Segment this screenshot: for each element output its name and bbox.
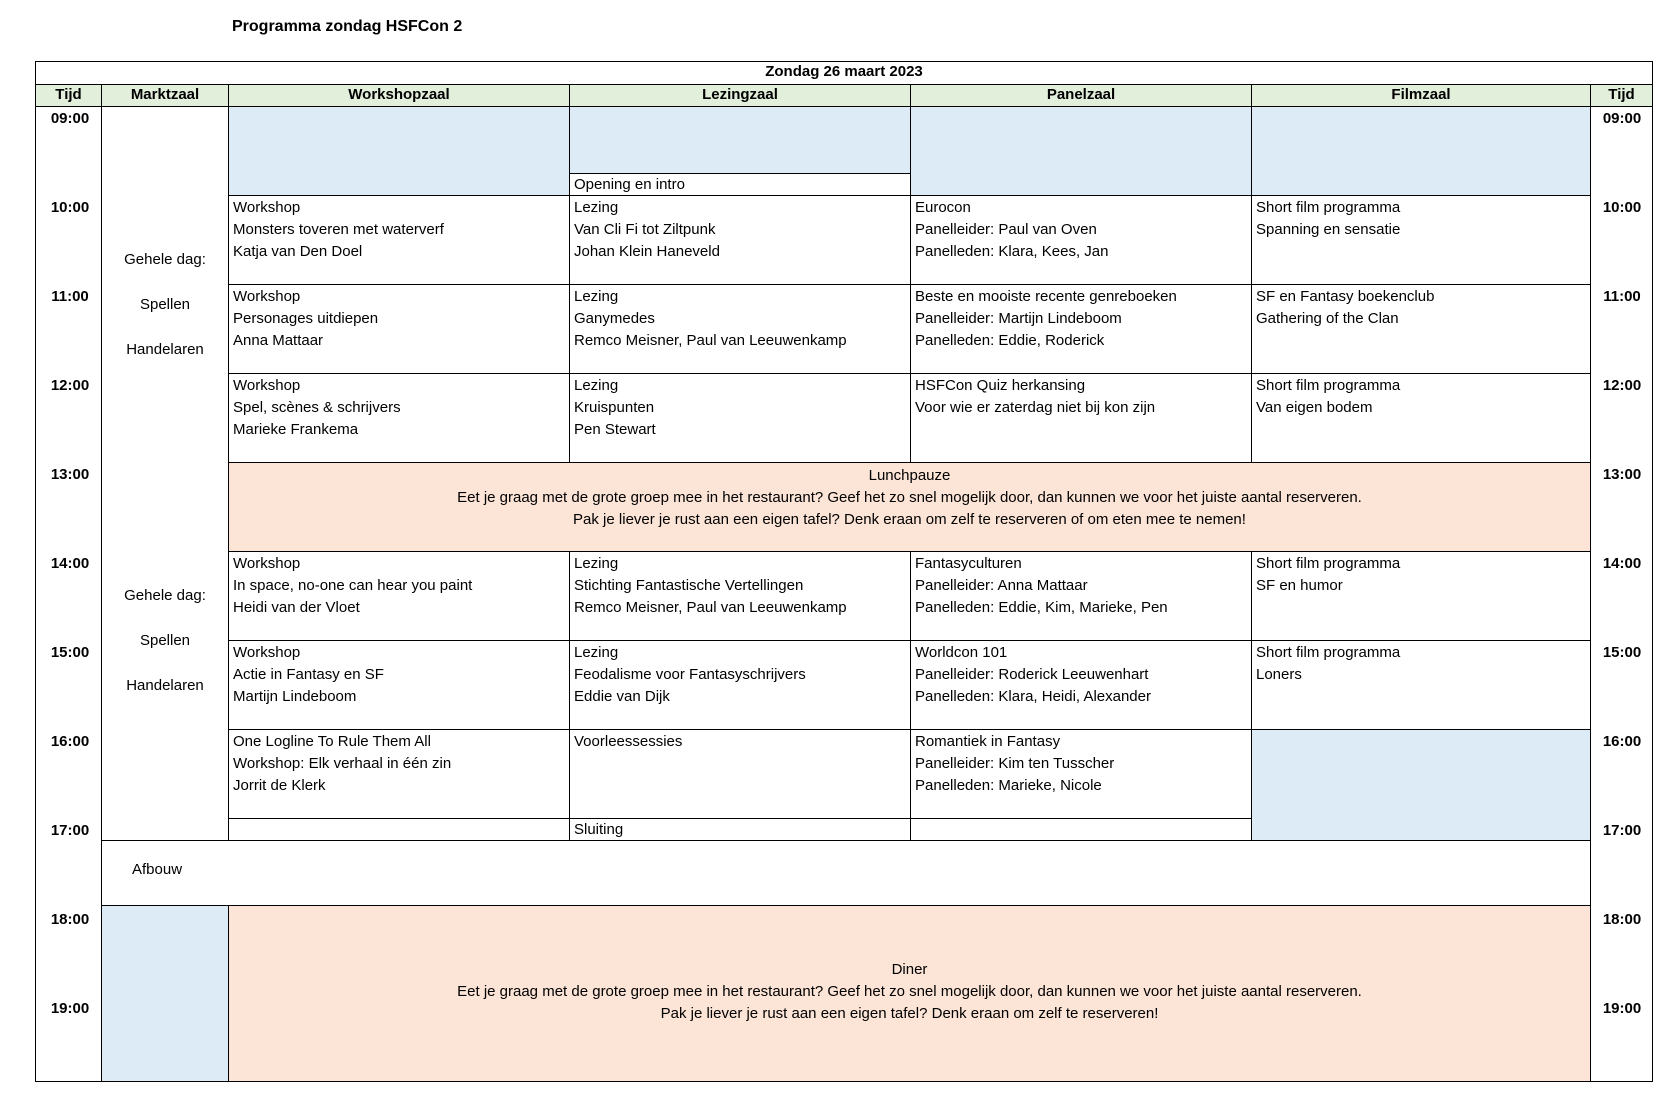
event-line: Eddie van Dijk bbox=[574, 688, 670, 705]
lezing-slot bbox=[569, 640, 911, 730]
marktzaal-text: Handelaren bbox=[126, 677, 204, 694]
afbouw-block bbox=[101, 840, 1591, 906]
event-line: Katja van Den Doel bbox=[233, 243, 363, 260]
event-line: Van Cli Fi tot Ziltpunk bbox=[574, 221, 716, 238]
diner-title: Diner bbox=[891, 961, 928, 978]
event-line: Panelleden: Klara, Heidi, Alexander bbox=[915, 688, 1151, 705]
panel-empty-closing bbox=[910, 818, 1252, 841]
event-line: Panelleden: Eddie, Roderick bbox=[915, 332, 1105, 349]
workshop-slot bbox=[228, 373, 570, 463]
event-line: Remco Meisner, Paul van Leeuwenkamp bbox=[574, 599, 847, 616]
event-line: Jorrit de Klerk bbox=[233, 777, 326, 794]
col-header-panelzaal: Panelzaal bbox=[910, 84, 1252, 107]
lezing-opening-cell bbox=[569, 173, 911, 196]
sluiting-label: Sluiting bbox=[574, 821, 624, 838]
marktzaal-text: Gehele dag: bbox=[124, 587, 206, 604]
event-line: Spel, scènes & schrijvers bbox=[233, 399, 401, 416]
event-line: Workshop: Elk verhaal in één zin bbox=[233, 755, 452, 772]
lezing-slot bbox=[569, 373, 911, 463]
time-label: 14:00 bbox=[50, 555, 90, 572]
event-line: Panelleider: Kim ten Tusscher bbox=[915, 755, 1115, 772]
lezing-slot bbox=[569, 284, 911, 374]
time-label-right: 19:00 bbox=[1602, 1000, 1642, 1017]
event-line: Panelleider: Paul van Oven bbox=[915, 221, 1097, 238]
event-line: Feodalisme voor Fantasyschrijvers bbox=[574, 666, 806, 683]
workshop-empty-morning bbox=[228, 106, 570, 196]
lunch-text: Eet je graag met de grote groep mee in het restaurant? Geef het zo snel mogelijk door, dan kunnen we voor het juiste aantal reserveren. bbox=[457, 489, 1362, 506]
event-line: Workshop bbox=[233, 555, 301, 572]
event-line: Short film programma bbox=[1256, 199, 1401, 216]
film-empty-morning bbox=[1251, 106, 1591, 196]
time-label: 13:00 bbox=[50, 466, 90, 483]
event-line: Johan Klein Haneveld bbox=[574, 243, 720, 260]
lezing-sluiting-cell bbox=[569, 818, 911, 841]
event-line: Panelleider: Roderick Leeuwenhart bbox=[915, 666, 1149, 683]
opening-label: Opening en intro bbox=[574, 176, 685, 193]
marktzaal-text: Gehele dag: bbox=[124, 251, 206, 268]
time-label: 15:00 bbox=[50, 644, 90, 661]
event-line: Panelleider: Anna Mattaar bbox=[915, 577, 1088, 594]
event-line: Remco Meisner, Paul van Leeuwenkamp bbox=[574, 332, 847, 349]
panel-slot bbox=[910, 729, 1252, 819]
lezing-slot bbox=[569, 729, 911, 819]
diner-text: Pak je liever je rust aan een eigen tafel? Denk eraan om zelf te reserveren! bbox=[660, 1005, 1159, 1022]
time-label: 19:00 bbox=[50, 1000, 90, 1017]
panel-slot bbox=[910, 284, 1252, 374]
event-line: SF en humor bbox=[1256, 577, 1343, 594]
time-label-right: 13:00 bbox=[1602, 466, 1642, 483]
time-label: 16:00 bbox=[50, 733, 90, 750]
time-label-right: 18:00 bbox=[1602, 911, 1642, 928]
event-line: Lezing bbox=[574, 199, 619, 216]
panel-empty-morning bbox=[910, 106, 1252, 196]
event-line: Voorleessessies bbox=[574, 733, 683, 750]
time-label-right: 15:00 bbox=[1602, 644, 1642, 661]
event-line: Beste en mooiste recente genreboeken bbox=[915, 288, 1177, 305]
col-header-workshopzaal: Workshopzaal bbox=[228, 84, 570, 107]
event-line: Pen Stewart bbox=[574, 421, 656, 438]
afbouw-label: Afbouw bbox=[132, 861, 183, 878]
event-line: One Logline To Rule Them All bbox=[233, 733, 431, 750]
event-line: Gathering of the Clan bbox=[1256, 310, 1399, 327]
time-label-right: 14:00 bbox=[1602, 555, 1642, 572]
lezing-slot bbox=[569, 551, 911, 641]
workshop-slot bbox=[228, 195, 570, 285]
col-header-filmzaal: Filmzaal bbox=[1251, 84, 1591, 107]
marktzaal-empty-evening bbox=[101, 905, 229, 1082]
panel-slot bbox=[910, 640, 1252, 730]
film-slot bbox=[1251, 640, 1591, 730]
event-line: SF en Fantasy boekenclub bbox=[1256, 288, 1435, 305]
time-column-left bbox=[35, 106, 102, 1082]
workshop-empty-closing bbox=[228, 818, 570, 841]
event-line: Lezing bbox=[574, 644, 619, 661]
diner-block bbox=[228, 905, 1591, 1082]
event-line: Anna Mattaar bbox=[233, 332, 324, 349]
time-label: 18:00 bbox=[50, 911, 90, 928]
lezing-empty-morning bbox=[569, 106, 911, 174]
lunch-text: Pak je liever je rust aan een eigen tafel? Denk eraan om zelf te reserveren of om eten mee te nemen! bbox=[573, 511, 1246, 528]
col-header-tijd: Tijd bbox=[35, 84, 102, 107]
col-header-tijd-right: Tijd bbox=[1590, 84, 1653, 107]
event-line: Actie in Fantasy en SF bbox=[233, 666, 384, 683]
film-empty-late bbox=[1251, 729, 1591, 841]
event-line: Short film programma bbox=[1256, 555, 1401, 572]
col-header-lezingzaal: Lezingzaal bbox=[569, 84, 911, 107]
diner-text: Eet je graag met de grote groep mee in het restaurant? Geef het zo snel mogelijk door, dan kunnen we voor het juiste aantal reserveren. bbox=[457, 983, 1362, 1000]
event-line: Ganymedes bbox=[574, 310, 655, 327]
event-line: Stichting Fantastische Vertellingen bbox=[574, 577, 804, 594]
time-label-right: 09:00 bbox=[1602, 110, 1642, 127]
event-line: Fantasyculturen bbox=[915, 555, 1022, 572]
event-line: Panelleden: Klara, Kees, Jan bbox=[915, 243, 1109, 260]
film-slot bbox=[1251, 284, 1591, 374]
time-label: 12:00 bbox=[50, 377, 90, 394]
event-line: Workshop bbox=[233, 288, 301, 305]
time-label: 17:00 bbox=[50, 822, 90, 839]
time-label: 10:00 bbox=[50, 199, 90, 216]
marktzaal-day-block bbox=[101, 106, 229, 841]
event-line: Marieke Frankema bbox=[233, 421, 359, 438]
panel-slot bbox=[910, 373, 1252, 463]
event-line: Workshop bbox=[233, 644, 301, 661]
time-label-right: 11:00 bbox=[1603, 288, 1641, 305]
marktzaal-text: Spellen bbox=[139, 632, 191, 649]
panel-slot bbox=[910, 551, 1252, 641]
event-line: Panelleden: Eddie, Kim, Marieke, Pen bbox=[915, 599, 1168, 616]
event-line: Voor wie er zaterdag niet bij kon zijn bbox=[915, 399, 1156, 416]
film-slot bbox=[1251, 373, 1591, 463]
event-line: Monsters toveren met waterverf bbox=[233, 221, 444, 238]
event-line: Heidi van der Vloet bbox=[233, 599, 360, 616]
event-line: Panelleden: Marieke, Nicole bbox=[915, 777, 1102, 794]
event-line: Spanning en sensatie bbox=[1256, 221, 1401, 238]
event-line: Lezing bbox=[574, 288, 619, 305]
lezing-slot bbox=[569, 195, 911, 285]
film-slot bbox=[1251, 195, 1591, 285]
workshop-slot bbox=[228, 640, 570, 730]
col-header-marktzaal: Marktzaal bbox=[101, 84, 229, 107]
event-line: Short film programma bbox=[1256, 644, 1401, 661]
event-line: Panelleider: Martijn Lindeboom bbox=[915, 310, 1122, 327]
event-line: Romantiek in Fantasy bbox=[915, 733, 1061, 750]
event-line: Workshop bbox=[233, 377, 301, 394]
event-line: Short film programma bbox=[1256, 377, 1401, 394]
event-line: Eurocon bbox=[915, 199, 971, 216]
time-column-right bbox=[1590, 106, 1653, 1082]
lunch-title: Lunchpauze bbox=[868, 467, 951, 484]
time-label-right: 10:00 bbox=[1602, 199, 1642, 216]
panel-slot bbox=[910, 195, 1252, 285]
marktzaal-text: Spellen bbox=[139, 296, 191, 313]
event-line: Worldcon 101 bbox=[915, 644, 1008, 661]
event-line: Workshop bbox=[233, 199, 301, 216]
time-label-right: 17:00 bbox=[1602, 822, 1642, 839]
marktzaal-text: Handelaren bbox=[126, 341, 204, 358]
time-label: 11:00 bbox=[51, 288, 89, 305]
event-line: Kruispunten bbox=[574, 399, 655, 416]
event-line: In space, no-one can hear you paint bbox=[233, 577, 473, 594]
event-line: Martijn Lindeboom bbox=[233, 688, 357, 705]
workshop-slot bbox=[228, 551, 570, 641]
time-label-right: 16:00 bbox=[1602, 733, 1642, 750]
event-line: Personages uitdiepen bbox=[233, 310, 379, 327]
date-header: Zondag 26 maart 2023 bbox=[35, 61, 1653, 85]
time-label: 09:00 bbox=[50, 110, 90, 127]
lunch-block bbox=[228, 462, 1591, 552]
event-line: Loners bbox=[1256, 666, 1302, 683]
time-label-right: 12:00 bbox=[1602, 377, 1642, 394]
film-slot bbox=[1251, 551, 1591, 641]
event-line: HSFCon Quiz herkansing bbox=[915, 377, 1086, 394]
page-title: Programma zondag HSFCon 2 bbox=[232, 18, 463, 35]
event-line: Van eigen bodem bbox=[1256, 399, 1373, 416]
event-line: Lezing bbox=[574, 377, 619, 394]
workshop-slot bbox=[228, 284, 570, 374]
event-line: Lezing bbox=[574, 555, 619, 572]
workshop-slot bbox=[228, 729, 570, 819]
